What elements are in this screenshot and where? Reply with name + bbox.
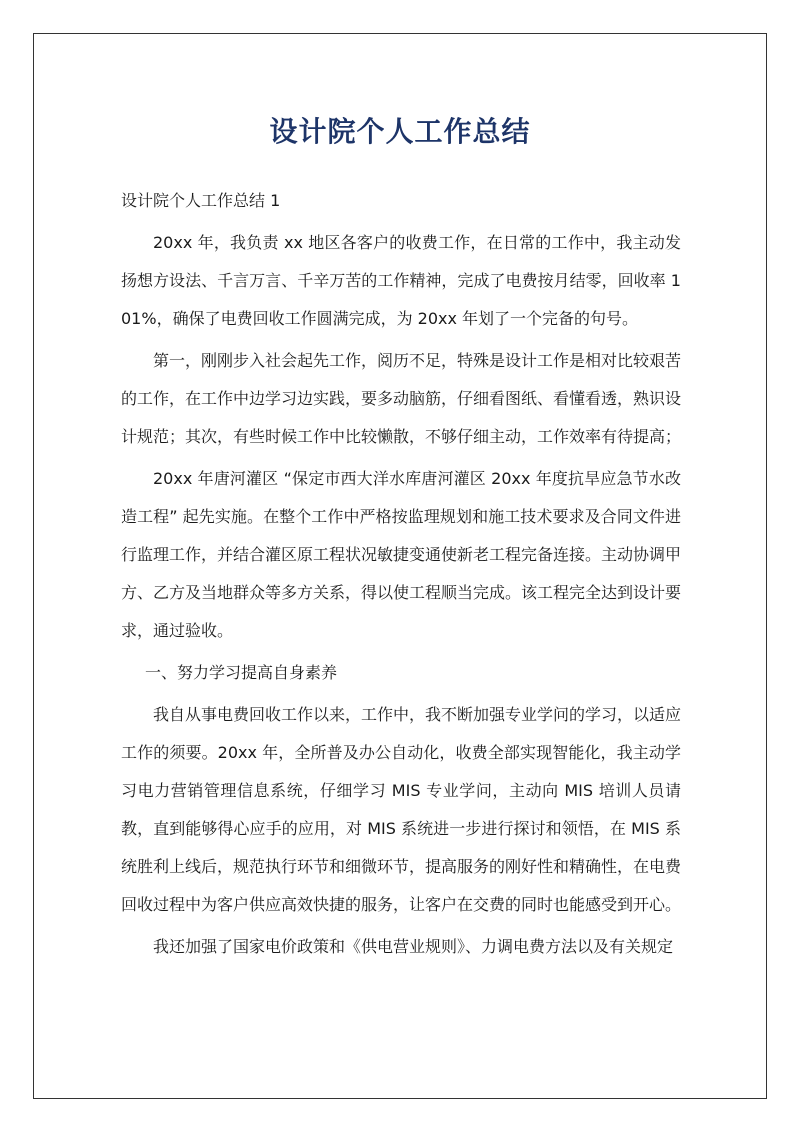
section-paragraph-1: 我自从事电费回收工作以来，工作中，我不断加强专业学问的学习，以适应工作的须要。20xx 年，全所普及办公自动化，收费全部实现智能化，我主动学习电力营销管理信息系统，仔细学习 MIS 专业学问，主动向 MIS 培训人员请教，直到能够得心应手的应用，对 MIS 系统进一步进行探讨和领悟，在 MIS 系统胜利上线后，规范执行环节和细微环节，提高服务的刚好性和精确性，在电费回收过程中为客户供应高效快捷的服务，让客户在交费的同时也能感受到开心。	[121, 705, 682, 914]
paragraph-1: 20xx 年，我负责 xx 地区各客户的收费工作，在日常的工作中，我主动发扬想方设法、千言万言、千辛万苦的工作精神，完成了电费按月结零，回收率 101%，确保了电费回收工作圆满完成，为 20xx 年划了一个完备的句号。	[121, 233, 681, 328]
section-heading: 一、努力学习提高自身素养	[145, 663, 338, 682]
document-title: 设计院个人工作总结	[269, 115, 531, 148]
document-body	[121, 182, 681, 970]
paragraph-2: 第一，刚刚步入社会起先工作，阅历不足，特殊是设计工作是相对比较艰苦的工作，在工作中边学习边实践，要多动脑筋，仔细看图纸、看懂看透，熟识设计规范；其次，有些时候工作中比较懒散，不够仔细主动，工作效率有待提高；	[121, 351, 682, 446]
section-paragraph-2: 我还加强了国家电价政策和《供电营业规则》、力调电费方法以及有关规定	[153, 937, 674, 956]
document-subtitle: 设计院个人工作总结 1	[121, 191, 281, 210]
paragraph-3: 20xx 年唐河灌区 “保定市西大洋水库唐河灌区 20xx 年度抗旱应急节水改造工程” 起先实施。在整个工作中严格按监理规划和施工技术要求及合同文件进行监理工作，并结合灌区原工程状况敏捷变通使新老工程完备连接。主动协调甲方、乙方及当地群众等多方关系，得以使工程顺当完成。该工程完全达到设计要求，通过验收。	[121, 469, 682, 640]
